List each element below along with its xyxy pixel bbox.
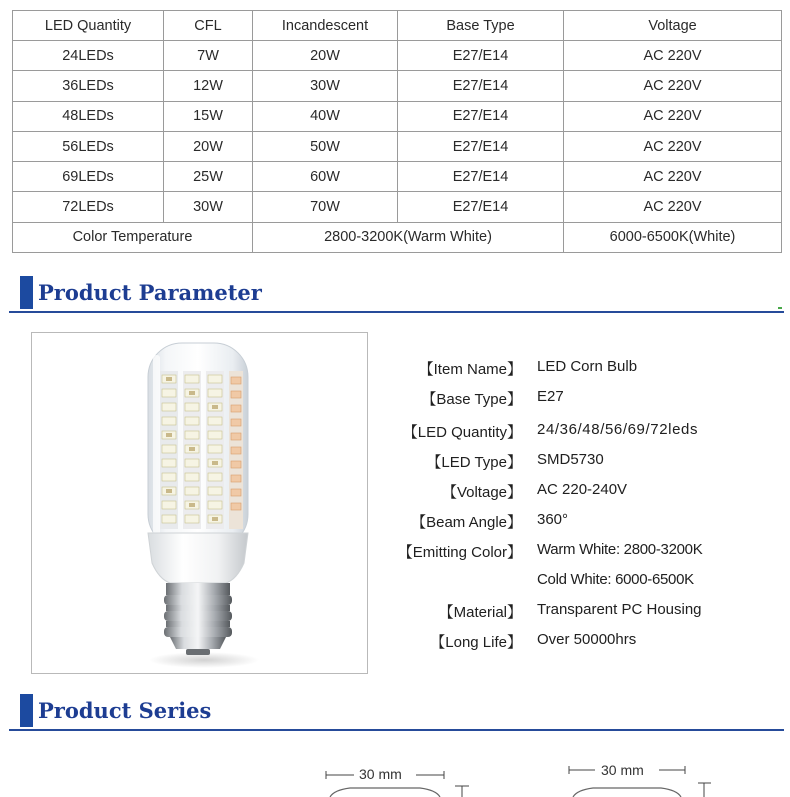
table-cell: E27/E14: [398, 41, 564, 71]
param-value: Cold White: 6000-6500K: [537, 571, 694, 588]
color-temperature-row: [13, 222, 782, 252]
table-row: [13, 101, 782, 131]
param-row-material: [380, 601, 780, 623]
table-cell: 24LEDs: [13, 41, 164, 71]
color-temperature-cold: 6000-6500K(White): [564, 222, 782, 252]
product-photo: [31, 332, 368, 674]
table-cell: E27/E14: [398, 192, 564, 222]
color-temperature-label: Color Temperature: [13, 222, 253, 252]
table-cell: 20W: [164, 131, 253, 161]
table-cell: AC 220V: [564, 101, 782, 131]
param-value: 360°: [537, 511, 569, 528]
param-value: Over 50000hrs: [537, 631, 637, 648]
param-row-led-quantity: [380, 421, 780, 443]
param-value: 24/36/48/56/69/72leds: [537, 421, 699, 438]
table-cell: 48LEDs: [13, 101, 164, 131]
screw-base: [164, 583, 232, 655]
header-cell: CFL: [164, 11, 253, 41]
table-cell: 70W: [253, 192, 398, 222]
header-cell: Voltage: [564, 11, 782, 41]
table-cell: E27/E14: [398, 101, 564, 131]
param-value: Warm White: 2800-3200K: [537, 541, 703, 558]
dimension-label-right: 30 mm: [601, 762, 644, 778]
table-cell: 30W: [164, 192, 253, 222]
section-accent-bar: [20, 694, 33, 727]
param-label: 【LED Quantity】: [402, 424, 522, 441]
comparison-table: [12, 10, 782, 253]
section-title: Product Parameter: [38, 280, 262, 305]
section-divider-mark: [778, 307, 782, 309]
param-label: 【Base Type】: [421, 391, 522, 408]
param-value: Transparent PC Housing: [537, 601, 702, 618]
color-temperature-warm: 2800-3200K(Warm White): [253, 222, 564, 252]
param-label: 【Emitting Color】: [397, 544, 522, 561]
param-row-emitting-color: [380, 541, 780, 563]
table-row: [13, 131, 782, 161]
table-cell: 40W: [253, 101, 398, 131]
section-accent-bar: [20, 276, 33, 309]
table-row: [13, 192, 782, 222]
table-cell: AC 220V: [564, 71, 782, 101]
table-cell: 56LEDs: [13, 131, 164, 161]
table-cell: 60W: [253, 162, 398, 192]
product-series-header: [0, 692, 790, 734]
table-cell: 36LEDs: [13, 71, 164, 101]
table-cell: 72LEDs: [13, 192, 164, 222]
table-cell: AC 220V: [564, 131, 782, 161]
param-row-voltage: [380, 481, 780, 503]
table-cell: 15W: [164, 101, 253, 131]
table-cell: 30W: [253, 71, 398, 101]
table-cell: E27/E14: [398, 71, 564, 101]
table-row: [13, 41, 782, 71]
header-cell: Incandescent: [253, 11, 398, 41]
param-value: SMD5730: [537, 451, 604, 468]
section-divider: [9, 729, 784, 731]
product-parameter-header: [0, 274, 790, 316]
section-divider: [9, 311, 784, 313]
param-label: 【Item Name】: [418, 361, 522, 378]
table-cell: AC 220V: [564, 192, 782, 222]
param-row-emitting-color-cold: [380, 571, 780, 593]
table-cell: E27/E14: [398, 131, 564, 161]
param-label: 【LED Type】: [426, 454, 522, 471]
param-value: LED Corn Bulb: [537, 358, 638, 375]
param-label: 【Material】: [438, 604, 522, 621]
table-row: [13, 71, 782, 101]
param-row-long-life: [380, 631, 780, 653]
param-label: 【Beam Angle】: [411, 514, 522, 531]
table-cell: 69LEDs: [13, 162, 164, 192]
header-cell: LED Quantity: [13, 11, 164, 41]
section-title: Product Series: [38, 698, 212, 723]
table-cell: AC 220V: [564, 162, 782, 192]
table-cell: 7W: [164, 41, 253, 71]
param-row-base-type: [380, 388, 780, 410]
table-cell: 50W: [253, 131, 398, 161]
table-header-row: [13, 11, 782, 41]
dimension-label-left: 30 mm: [359, 766, 402, 782]
param-row-beam-angle: [380, 511, 780, 533]
table-cell: E27/E14: [398, 162, 564, 192]
header-cell: Base Type: [398, 11, 564, 41]
param-label: 【Voltage】: [441, 484, 522, 501]
corn-bulb-image: [32, 333, 368, 674]
param-value: E27: [537, 388, 564, 405]
param-label: 【Long Life】: [430, 634, 522, 651]
param-value: AC 220-240V: [537, 481, 628, 498]
table-cell: 12W: [164, 71, 253, 101]
param-row-item-name: [380, 358, 780, 380]
table-cell: 25W: [164, 162, 253, 192]
table-row: [13, 162, 782, 192]
param-row-led-type: [380, 451, 780, 473]
table-cell: 20W: [253, 41, 398, 71]
table-cell: AC 220V: [564, 41, 782, 71]
